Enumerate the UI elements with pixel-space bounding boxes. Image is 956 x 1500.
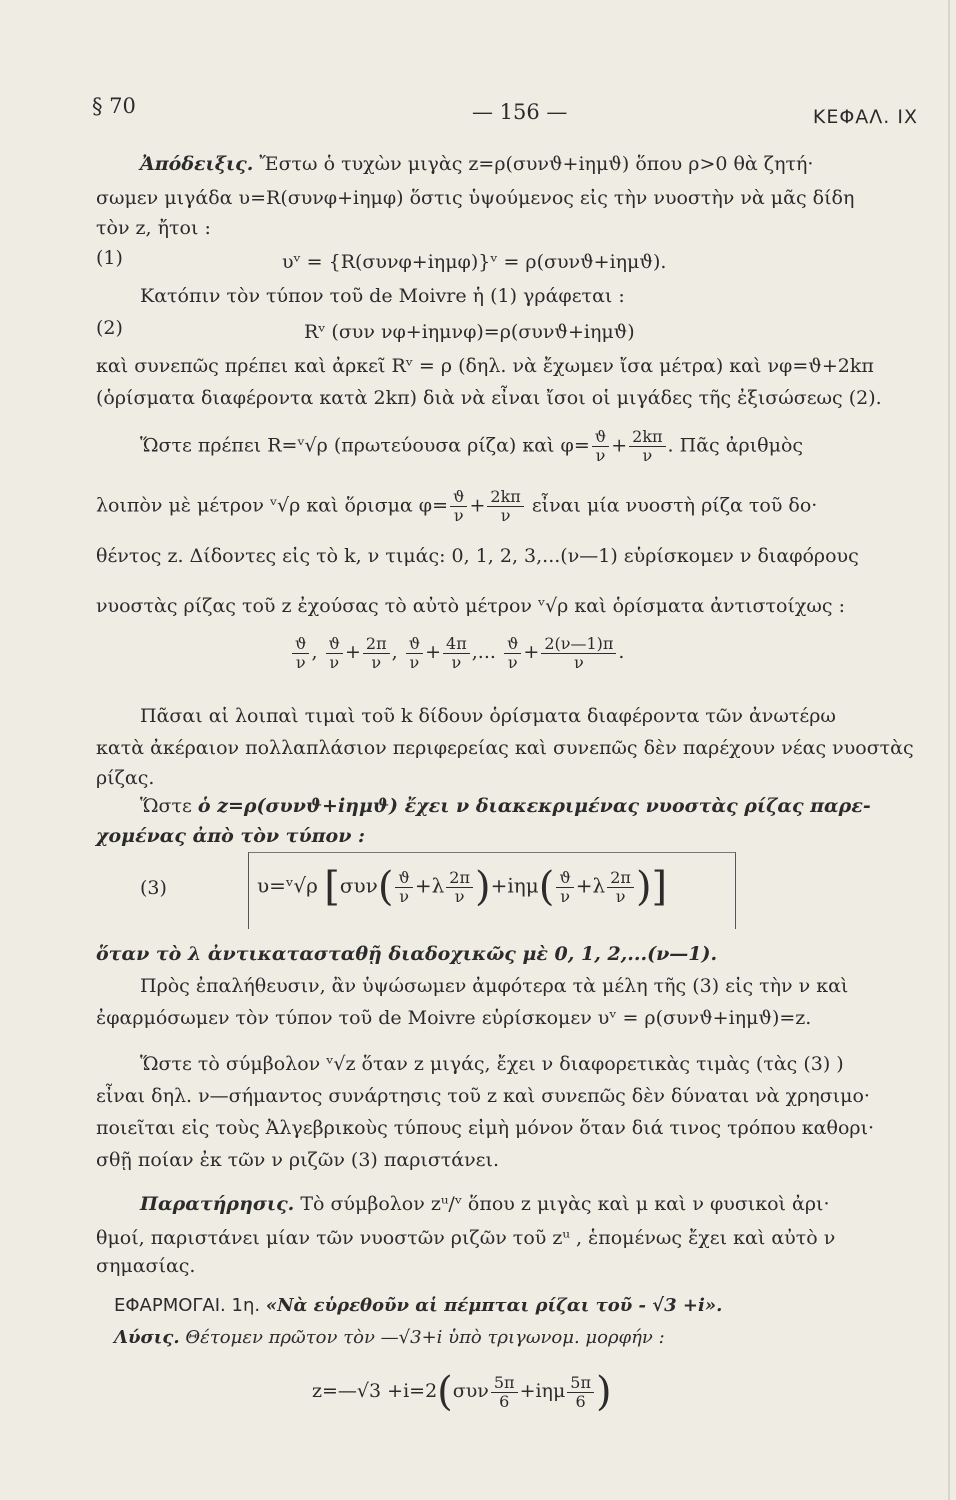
paragraph-2-line-2: κατὰ ἀκέραιον πολλαπλάσιον περιφερείας καὶ συνεπῶς δὲν παρέχουν νέας νυοστὰς — [96, 737, 914, 759]
applications-line: ΕΦΑΡΜΟΓΑΙ. 1η. «Νὰ εὑρεθοῦν αἱ πέμπται ρίζαι τοῦ - √3 +i». — [114, 1295, 723, 1316]
paragraph-2-line-1: Πᾶσαι αἱ λοιπαὶ τιμαὶ τοῦ k δίδουν ὁρίσματα διαφέροντα τῶν ἀνωτέρω — [140, 705, 836, 727]
after-eq3-line-2: Πρὸς ἐπαλήθευσιν, ἂν ὑψώσωμεν ἀμφότερα τὰ μέλη τῆς (3) εἰς τὴν ν καὶ — [140, 975, 849, 997]
proof-line-5: καὶ συνεπῶς πρέπει καὶ ἀρκεῖ Rᵛ = ρ (δηλ. νὰ ἔχωμεν ἴσα μέτρα) καὶ νφ=ϑ+2kπ — [96, 355, 874, 377]
nth-root-rho: ᵛ√ρ — [297, 434, 328, 457]
equation-3-number: (3) — [140, 877, 167, 899]
solution-label: Λύσις. — [114, 1327, 180, 1348]
nth-root-rho: ᵛ√ρ — [269, 494, 301, 517]
equation-1: υᵛ = {R(συνφ+iημφ)}ᵛ = ρ(συνϑ+iημϑ). — [282, 251, 667, 273]
after-eq3-line-7: σθῇ ποίαν ἐκ τῶν ν ριζῶν (3) παριστάνει. — [96, 1149, 500, 1171]
proof-line-2: σωμεν μιγάδα υ=R(συνφ+iημφ) ὅστις ὑψούμενος εἰς τὴν νυοστὴν νὰ μᾶς δίδη — [96, 187, 855, 209]
nth-root-z: ᵛ√z — [326, 1053, 356, 1075]
proof-line-1: Ἀπόδειξις. Ἔστω ὁ τυχὼν μιγὰς z=ρ(συνϑ+iημϑ) ὅπου ρ>0 θὰ ζητή· — [140, 153, 814, 175]
solution-formula: z=—√3 +i=2(συν $\frac{5\pi}{6}$ +iημ $\frac{5\pi}{6}$ ) — [312, 1369, 612, 1415]
arguments-list: $\frac{ϑ}{\nu}$ , $\frac{ϑ}{\nu}$ + $\frac{2\pi}{\nu}$ , $\frac{ϑ}{\nu}$ + $\frac{4\pi}{\nu}$ ,... $\frac{ϑ}{\nu}$ + $\frac{2(\nu—1)\pi}{\nu}$ . — [290, 632, 624, 672]
solution-line: Λύσις. Θέτομεν πρῶτον τὸν —√3+i ὑπὸ τριγωνομ. μορφήν : — [114, 1327, 665, 1348]
fraction-theta-over-nu: $\frac{ϑ}{\nu}$ — [592, 428, 609, 465]
equation-2-number: (2) — [96, 317, 123, 339]
page-edge-line — [948, 0, 950, 1500]
page-number: — 156 — — [472, 100, 568, 124]
fraction-theta-over-nu: $\frac{ϑ}{\nu}$ — [450, 488, 467, 525]
remark-line-2: θμοί, παριστάνει μίαν τῶν νυοστῶν ριζῶν τοῦ zᵘ , ἑπομένως ἔχει καὶ αὐτὸ ν — [96, 1227, 836, 1249]
proof-line-7: Ὥστε πρέπει R=ᵛ√ρ (πρωτεύουσα ρίζα) καὶ φ= $\frac{ϑ}{\nu}$ + $\frac{2k\pi}{\nu}$ . Πᾶς ἀριθμὸς — [140, 427, 804, 465]
fraction-2kpi-over-nu: $\frac{2k\pi}{\nu}$ — [487, 488, 523, 525]
page-header — [92, 94, 918, 128]
after-eq3-line-3: ἐφαρμόσωμεν τὸν τύπον τοῦ de Moivre εὑρίσκομεν υᵛ = ρ(συνϑ+iημϑ)=z. — [96, 1007, 812, 1029]
after-eq3-line-6: ποιεῖται εἰς τοὺς Ἀλγεβρικοὺς τύπους εἰμὴ μόνον ὅταν διά τινος τρόπου καθορι· — [96, 1117, 875, 1139]
paragraph-2-line-5: χομένας ἀπὸ τὸν τύπον : — [96, 825, 366, 847]
remark-label: Παρατήρησις. — [140, 1193, 295, 1215]
proof-line-3: τὸν z, ἤτοι : — [96, 217, 211, 239]
proof-line-8: λοιπὸν μὲ μέτρον ᵛ√ρ καὶ ὅρισμα φ= $\frac{ϑ}{\nu}$ + $\frac{2k\pi}{\nu}$ εἶναι μία νυοστὴ ρίζα τοῦ δο· — [96, 487, 818, 525]
section-number: § 70 — [92, 94, 136, 118]
after-eq3-line-1: ὅταν τὸ λ ἀντικατασταθῇ διαδοχικῶς μὲ 0, 1, 2,...(ν—1). — [96, 943, 718, 965]
chapter-label: ΚΕΦΑΛ. ΙΧ — [812, 106, 918, 128]
equation-3: υ=ᵛ√ρ [συν( $\frac{ϑ}{\nu}$ +λ $\frac{2\pi}{\nu}$ )+iημ( $\frac{ϑ}{\nu}$ +λ $\frac{2\pi}{\nu}$ )] — [257, 864, 668, 910]
remark-line-3: σημασίας. — [96, 1255, 196, 1277]
paragraph-2-line-3: ρίζας. — [96, 767, 155, 789]
proof-label: Ἀπόδειξις. — [140, 153, 254, 175]
after-eq3-line-5: εἶναι δηλ. ν—σήμαντος συνάρτησις τοῦ z καὶ συνεπῶς δὲν δύναται νὰ χρησιμο· — [96, 1085, 870, 1107]
equation-3-box — [248, 852, 736, 929]
equation-1-number: (1) — [96, 247, 123, 269]
proof-line-10: νυοστὰς ρίζας τοῦ z ἐχούσας τὸ αὐτὸ μέτρον ᵛ√ρ καὶ ὁρίσματα ἀντιστοίχως : — [96, 595, 845, 617]
remark-line-1: Παρατήρησις. Τὸ σύμβολον zᵘ/ᵛ ὅπου z μιγὰς καὶ μ καὶ ν φυσικοὶ ἀρι· — [140, 1193, 830, 1215]
paragraph-2-line-4: Ὥστε ὁ z=ρ(συνϑ+iημϑ) ἔχει ν διακεκριμένας νυοστὰς ρίζας παρε- — [140, 795, 871, 817]
after-eq3-line-4: Ὥστε τὸ σύμβολον ᵛ√z ὅταν z μιγάς, ἔχει ν διαφορετικὰς τιμὰς (τὰς (3) ) — [140, 1053, 844, 1075]
proof-line-9: θέντος z. Δίδοντες εἰς τὸ k, ν τιμάς: 0, 1, 2, 3,...(ν—1) εὑρίσκομεν ν διαφόρους — [96, 545, 859, 567]
equation-2: Rᵛ (συν νφ+iημνφ)=ρ(συνϑ+iημϑ) — [304, 321, 635, 343]
proof-line-4: Κατόπιν τὸν τύπον τοῦ de Moivre ἡ (1) γράφεται : — [140, 285, 625, 307]
nth-root-rho: ᵛ√ρ — [538, 595, 569, 617]
applications-label: ΕΦΑΡΜΟΓΑΙ. — [114, 1295, 226, 1316]
proof-line-6: (ὁρίσματα διαφέροντα κατὰ 2kπ) διὰ νὰ εἶναι ἴσοι οἱ μιγάδες τῆς ἐξισώσεως (2). — [96, 387, 882, 409]
fraction-2kpi-over-nu: $\frac{2k\pi}{\nu}$ — [629, 428, 665, 465]
